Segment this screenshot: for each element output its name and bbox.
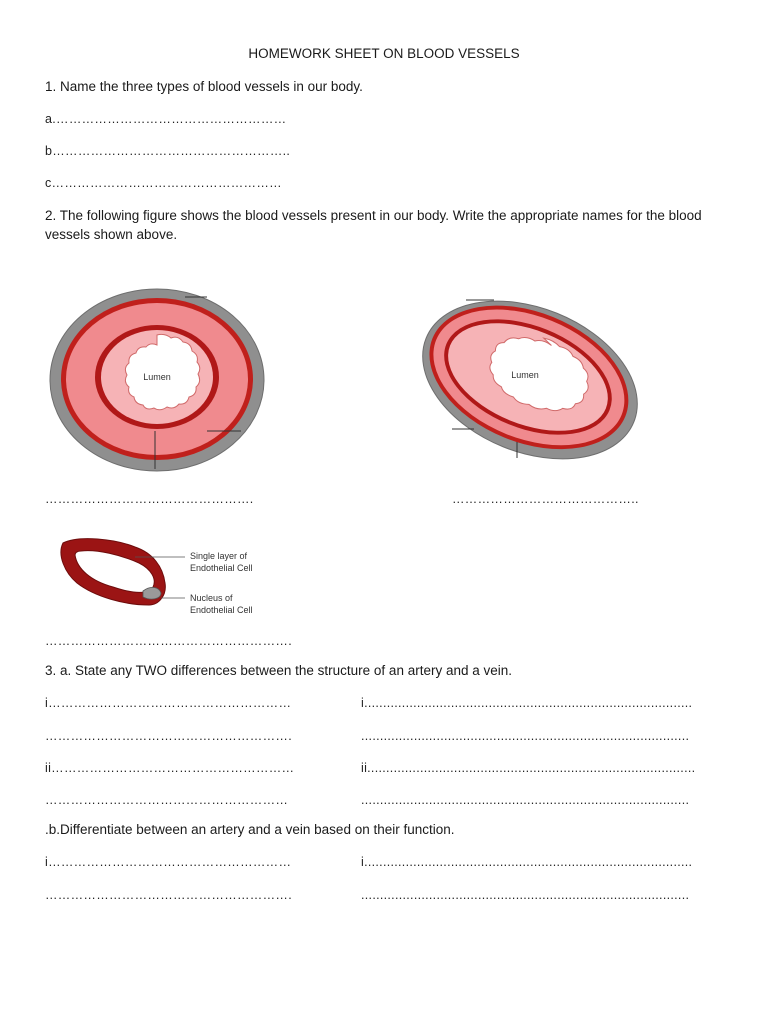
capillary-diagram (55, 535, 275, 620)
answer-line-1c[interactable]: c……………………………………………… (45, 176, 282, 190)
label-endothelial-cell-2: Endothelial Cell (190, 605, 253, 615)
label-endothelial-cell-1: Endothelial Cell (190, 563, 253, 573)
lumen-label: Lumen (511, 370, 539, 380)
answer-3a-left-3[interactable]: ii………………………………………………… (45, 761, 295, 775)
answer-3a-right-3[interactable]: ii....................................................................................... (361, 761, 696, 775)
nucleus (143, 587, 161, 599)
answer-3a-right-2[interactable]: ....................................................................................... (361, 729, 690, 743)
artery-diagram (45, 285, 275, 480)
answer-line-1a[interactable]: a.……………………………………………… (45, 112, 287, 126)
answer-3b-left-1[interactable]: i………………………………………………… (45, 855, 292, 869)
answer-3a-left-1[interactable]: i………………………………………………… (45, 696, 292, 710)
answer-line-figure-2[interactable]: …………………………………….. (452, 492, 639, 506)
question-3a: 3. a. State any TWO differences between the structure of an artery and a vein. (45, 663, 513, 678)
answer-3a-left-4[interactable]: ………………………………………………… (45, 793, 289, 807)
answer-line-1b[interactable]: b……………………………………………….. (45, 144, 291, 158)
question-1: 1. Name the three types of blood vessels in our body. (45, 79, 363, 94)
answer-3b-right-2[interactable]: ....................................................................................... (361, 888, 690, 902)
page-title: HOMEWORK SHEET ON BLOOD VESSELS (248, 46, 520, 61)
answer-3a-right-1[interactable]: i....................................................................................... (361, 696, 693, 710)
vein-diagram (412, 292, 652, 472)
answer-3b-right-1[interactable]: i....................................................................................... (361, 855, 693, 869)
answer-3b-left-2[interactable]: …………………………………………………. (45, 888, 292, 902)
question-3b: .b.Differentiate between an artery and a vein based on their function. (45, 822, 455, 837)
label-single-layer: Single layer of (190, 551, 248, 561)
answer-line-figure-1[interactable]: …………………………………………. (45, 492, 254, 506)
answer-3a-left-2[interactable]: …………………………………………………. (45, 729, 292, 743)
answer-line-figure-3[interactable]: …………………………………………………. (45, 634, 292, 648)
question-2: 2. The following figure shows the blood vessels present in our body. Write the appropriate names for the blood vessels shown above. (45, 208, 702, 242)
label-nucleus: Nucleus of (190, 593, 233, 603)
answer-3a-right-4[interactable]: ....................................................................................... (361, 793, 690, 807)
lumen-label: Lumen (143, 372, 171, 382)
